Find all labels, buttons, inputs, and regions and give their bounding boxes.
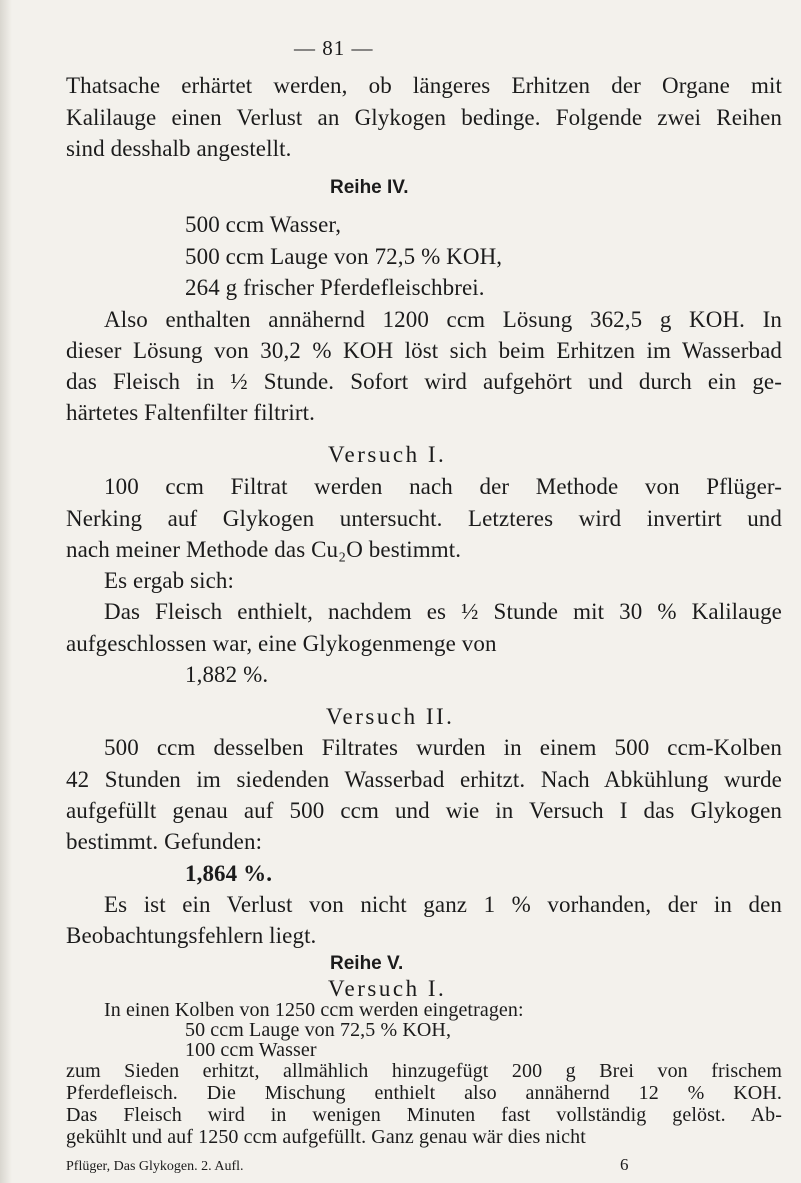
ingredient-line: 500 ccm Wasser, [185, 212, 342, 237]
text-line: Das Fleisch wird in wenigen Minuten fast vollständig gelöst. Ab- [66, 1104, 782, 1126]
section-heading-reihe-iv: Reihe IV. [330, 177, 409, 198]
subsection-heading-versuch-i: Versuch I. [328, 442, 447, 467]
section-heading-reihe-v: Reihe V. [330, 953, 404, 974]
text-line: Also enthalten annähernd 1200 ccm Lösung 362,5 g KOH. In [104, 307, 782, 332]
ingredient-line: 500 ccm Lauge von 72,5 % KOH, [185, 244, 503, 269]
result-value: 1,882 %. [185, 662, 269, 687]
ingredient-line: 264 g frischer Pferdefleischbrei. [185, 275, 485, 300]
text-line: Es ist ein Verlust von nicht ganz 1 % vorhanden, der in den [104, 892, 782, 917]
ingredient-line: 50 ccm Lauge von 72,5 % KOH, [185, 1019, 452, 1041]
text-line: Kalilauge einen Verlust an Glykogen bedinge. Folgende zwei Reihen [66, 105, 782, 130]
text-line: 500 ccm desselben Filtrates wurden in einem 500 ccm-Kolben [104, 735, 782, 760]
text-line: Thatsache erhärtet werden, ob längeres Erhitzen der Organe mit [66, 73, 782, 98]
text-line: 100 ccm Filtrat werden nach der Methode von Pflüger- [104, 474, 782, 499]
result-value: 1,864 %. [185, 861, 273, 886]
subsection-heading-versuch-i: Versuch I. [328, 976, 447, 1001]
text-line: härtetes Faltenfilter filtrirt. [66, 400, 315, 425]
footer-sheet-number: 6 [620, 1155, 629, 1174]
text-line: Das Fleisch enthielt, nachdem es ½ Stunde mit 30 % Kalilauge [104, 599, 782, 624]
page-number-header: — 81 — [294, 36, 374, 60]
text-line: 42 Stunden im siedenden Wasserbad erhitzt. Nach Abkühlung wurde [66, 767, 782, 792]
text-line: dieser Lösung von 30,2 % KOH löst sich beim Erhitzen im Wasserbad [66, 338, 782, 363]
text-line: das Fleisch in ½ Stunde. Sofort wird aufgehört und durch ein ge- [66, 369, 782, 394]
text-line: gekühlt und auf 1250 ccm aufgefüllt. Ganz genau wär dies nicht [66, 1126, 586, 1148]
text-line: nach meiner Methode das Cu₂O bestimmt. [66, 537, 462, 562]
ingredient-line: 100 ccm Wasser [185, 1039, 317, 1061]
text-line: bestimmt. Gefunden: [66, 829, 263, 854]
text-line: zum Sieden erhitzt, allmählich hinzugefügt 200 g Brei von frischem [66, 1060, 782, 1082]
text-line: In einen Kolben von 1250 ccm werden eingetragen: [104, 999, 524, 1021]
text-line: aufgefüllt genau auf 500 ccm und wie in Versuch I das Glykogen [66, 798, 782, 823]
footer-signature: Pflüger, Das Glykogen. 2. Aufl. [66, 1159, 244, 1174]
text-line: Es ergab sich: [104, 568, 234, 593]
text-line: sind desshalb angestellt. [66, 136, 292, 161]
text-line: Beobachtungsfehlern liegt. [66, 923, 317, 948]
text-line: Pferdefleisch. Die Mischung enthielt also annähernd 12 % KOH. [66, 1082, 782, 1104]
text-line: aufgeschlossen war, eine Glykogenmenge von [66, 631, 497, 656]
subsection-heading-versuch-ii: Versuch II. [326, 704, 455, 729]
text-line: Nerking auf Glykogen untersucht. Letzteres wird invertirt und [66, 506, 782, 531]
